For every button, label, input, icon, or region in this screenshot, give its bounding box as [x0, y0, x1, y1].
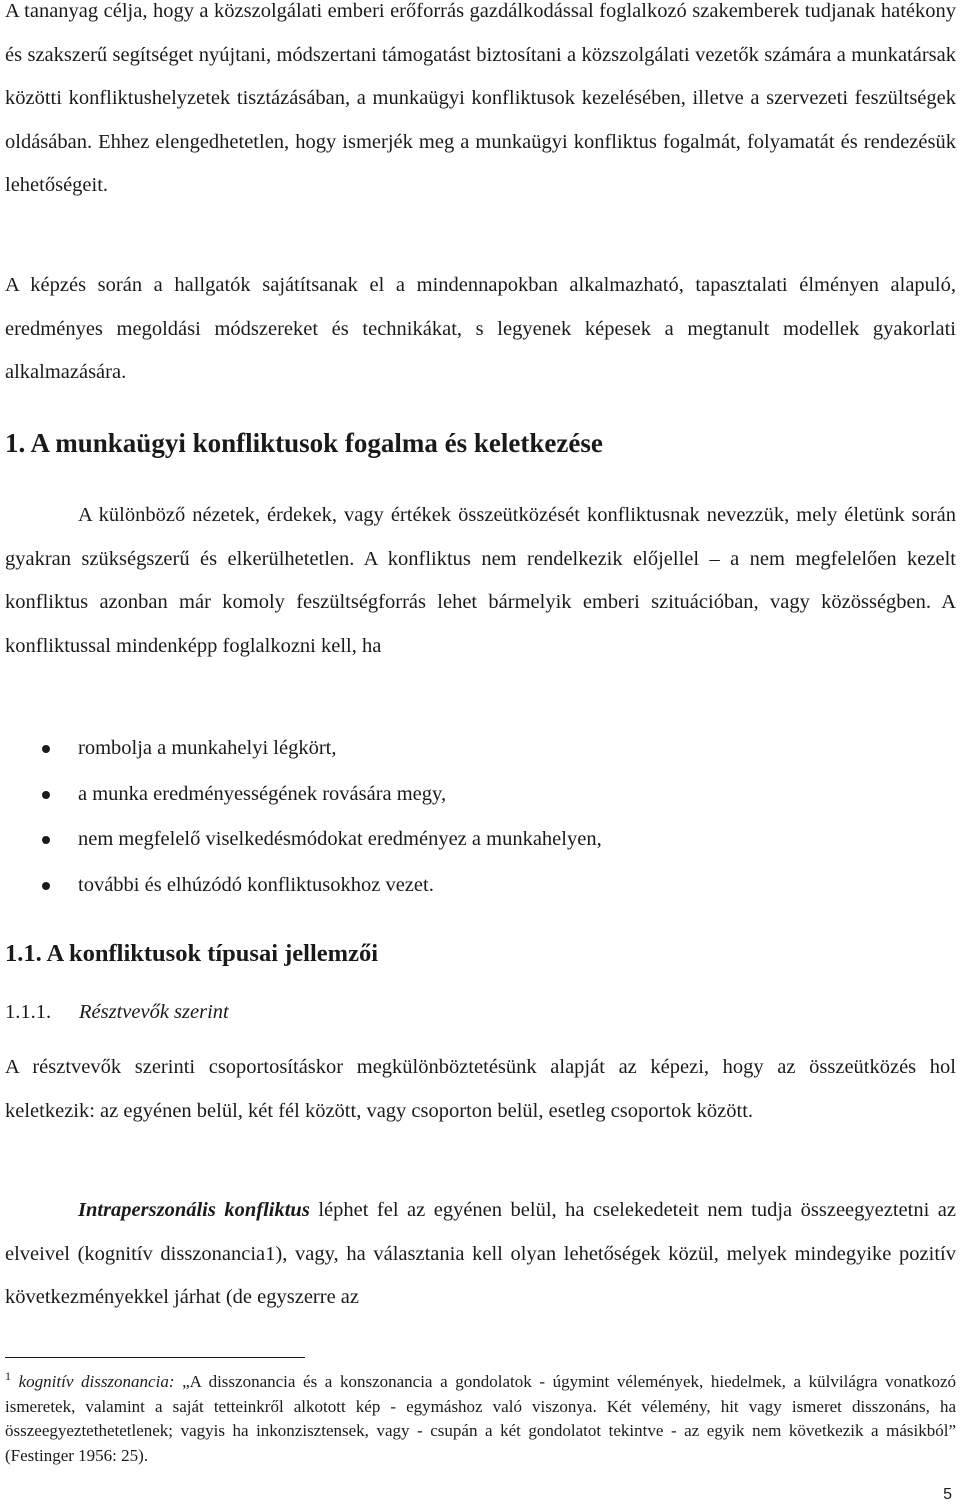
list-item	[5, 726, 956, 772]
list-item-text: nem megfelelő viselkedésmódokat eredményez a munkahelyen,	[78, 828, 602, 850]
footnote-separator	[5, 1357, 305, 1358]
training-goal-paragraph: A képzés során a hallgatók sajátítsanak el a mindennapokban alkalmazható, tapasztalati élményen alapuló, eredményes megoldási módszereket és technikákat, s legyenek képesek a megtanult modellek gyakorlati alkalmazására.	[5, 274, 956, 383]
subsubsection-number: 1.1.1.	[5, 1001, 52, 1023]
page-number: 5	[943, 1486, 952, 1503]
list-item-text: további és elhúzódó konfliktusokhoz vezet.	[78, 873, 434, 896]
intro-paragraph: A tananyag célja, hogy a közszolgálati emberi erőforrás gazdálkodással foglalkozó szakemberek tudjanak hatékony és szakszerű segítséget nyújtani, módszertani támogatást biztosítani a közszolgálati vezetők számára a munkatársak közötti konfliktushelyzetek tisztázásában, a munkaügyi konfliktusok kezelésében, illetve a szervezeti feszültségek oldásában. Ehhez elengedhetetlen, hogy ismerjék meg a munkaügyi konfliktus fogalmát, folyamatát és rendezésük lehetőségeit.	[5, 0, 956, 196]
subsubsection-heading	[5, 998, 229, 1026]
conflict-definition-text: A különböző nézetek, érdekek, vagy értékek összeütközését konfliktusnak nevezzük, mely életünk során gyakran szükségszerű és elkerülhetetlen. A konfliktus nem rendelkezik előjellel – a nem megfelelően kezelt konfliktus azonban már komoly feszültségforrás lehet bármelyik emberi szituációban, vagy közösségben. A konfliktussal mindenképp foglalkozni kell, ha	[5, 504, 956, 657]
conflict-definition-paragraph	[5, 494, 956, 668]
intrapersonal-paragraph	[5, 1189, 956, 1320]
list-item-text: rombolja a munkahelyi légkört,	[78, 737, 337, 759]
subsection-heading: 1.1. A konfliktusok típusai jellemzői	[5, 940, 379, 967]
subsubsection-title: Résztvevők szerint	[79, 1001, 229, 1023]
list-item	[5, 772, 956, 818]
conflict-conditions-list	[5, 726, 956, 908]
list-item	[5, 817, 956, 863]
bullet-icon	[42, 745, 50, 753]
bullet-icon	[42, 791, 50, 799]
footnote-marker: 1	[5, 1369, 11, 1383]
participants-paragraph: A résztvevők szerinti csoportosításkor megkülönböztetésünk alapját az képezi, hogy az összeütközés hol keletkezik: az egyénen belül, két fél között, vagy csoporton belül, esetleg csoportok között.	[5, 1056, 956, 1122]
intrapersonal-text: léphet fel az egyénen belül, ha cselekedeteit nem tudja összeegyeztetni az elveivel (kognitív disszonancia1), vagy, ha választania kell olyan lehetőségek közül, melyek mindegyike pozitív következményekkel járhat (de egyszerre az	[5, 1199, 956, 1308]
footnote	[5, 1370, 956, 1468]
intrapersonal-term: Intraperszonális konfliktus	[78, 1199, 310, 1221]
bullet-icon	[42, 836, 50, 844]
footnote-text: „A disszonancia és a konszonancia a gondolatok - úgymint vélemények, hiedelmek, a külvilágra vonatkozó ismeretek, valamint a saját tetteinkről alkotott kép - egymáshoz való viszonya. Két vélemény, hit vagy ismeret disszonáns, ha összeegyeztethetetlenek; vagyis ha inkonzisztensek, vagy - csupán a két gondolatot tekintve - az egyik nem következik a másikból” (Festinger 1956: 25).	[5, 1372, 956, 1465]
bullet-icon	[42, 882, 50, 890]
footnote-term: kognitív disszonancia:	[18, 1372, 175, 1391]
list-item-text: a munka eredményességének rovására megy,	[78, 782, 447, 805]
list-item	[5, 863, 956, 909]
section-heading: 1. A munkaügyi konfliktusok fogalma és keletkezése	[5, 428, 603, 458]
